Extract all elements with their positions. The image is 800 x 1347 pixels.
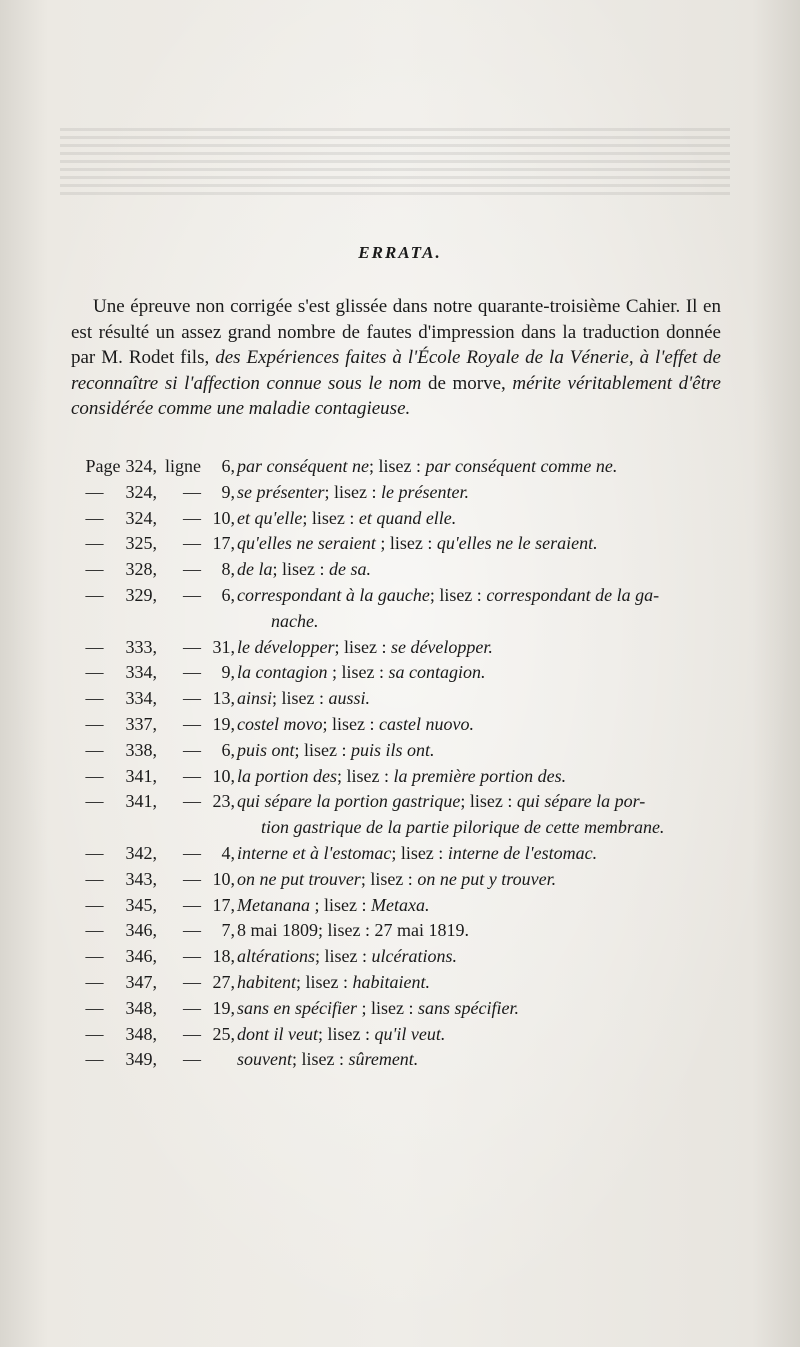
errata-page-number: 334, [125, 688, 157, 709]
errata-correction [235, 893, 429, 919]
errata-page-number: 342, [125, 842, 157, 863]
errata-wrong: qui sépare la portion gastrique [237, 791, 461, 812]
errata-page-number: 345, [125, 894, 157, 915]
errata-line-number: 18, [212, 946, 235, 967]
errata-line-label: — [183, 481, 201, 502]
errata-row [71, 1022, 731, 1048]
errata-lisez: ; lisez : [309, 894, 371, 915]
errata-continuation [71, 815, 731, 841]
intro-paragraph [71, 294, 721, 422]
errata-row [71, 557, 731, 583]
errata-page-prefix: — [85, 533, 104, 554]
errata-right: 27 mai 1819. [374, 920, 469, 941]
errata-correction [235, 531, 598, 557]
errata-line-label: — [183, 842, 201, 863]
errata-row [71, 583, 731, 609]
errata-line-label: — [183, 739, 201, 760]
errata-page-prefix: — [85, 791, 104, 812]
errata-row [71, 1047, 731, 1073]
errata-lisez: ; lisez : [294, 739, 352, 760]
errata-page [71, 867, 157, 893]
errata-page-number: 324, [125, 456, 157, 476]
errata-right: ulcérations. [371, 946, 458, 967]
errata-line-label: — [183, 533, 201, 554]
errata-page-prefix: — [85, 688, 104, 709]
errata-page-number: 328, [125, 559, 157, 580]
errata-row [71, 867, 731, 893]
errata-lisez: ; lisez : [317, 1023, 375, 1044]
errata-correction [235, 583, 659, 609]
errata-right: qui sépare la por- [516, 791, 646, 812]
errata-correction [235, 944, 457, 970]
errata-page-prefix: — [85, 765, 104, 786]
errata-correction [235, 712, 474, 738]
errata-line-number: 8, [221, 559, 235, 580]
errata-lisez: ; lisez : [375, 533, 437, 554]
errata-continuation-text: tion gastrique de la partie pilorique de cette membrane. [261, 817, 665, 838]
errata-page-number: 346, [125, 920, 157, 941]
errata-lisez: ; lisez : [324, 481, 381, 502]
errata-page-prefix: — [85, 739, 104, 760]
errata-wrong: se présenter [237, 481, 325, 502]
errata-wrong: habitent [237, 971, 296, 992]
errata-lisez: ; lisez : [368, 456, 426, 476]
errata-line-label: ligne [165, 456, 201, 476]
errata-lisez: ; lisez : [460, 791, 517, 812]
errata-row [71, 841, 731, 867]
errata-right: aussi. [328, 688, 371, 709]
errata-page-prefix: — [85, 894, 104, 915]
errata-row [71, 454, 731, 480]
errata-row [71, 531, 731, 557]
errata-wrong: le développer [237, 636, 335, 657]
errata-page-number: 337, [125, 713, 157, 734]
bleed-through-band [60, 128, 730, 198]
errata-page [71, 841, 157, 867]
errata-line-label: — [183, 1049, 201, 1070]
errata-right: Metaxa. [370, 894, 430, 915]
errata-page [71, 789, 157, 815]
errata-lisez: ; lisez : [315, 946, 372, 967]
errata-right: par conséquent comme ne. [425, 456, 618, 476]
errata-page-prefix: — [85, 481, 104, 502]
page-title: ERRATA. [358, 243, 442, 262]
errata-row [71, 712, 731, 738]
errata-page [71, 996, 157, 1022]
errata-wrong: souvent [237, 1049, 292, 1070]
errata-page-prefix: — [85, 971, 104, 992]
errata-right: on ne put y trouver. [417, 868, 557, 889]
errata-correction [235, 841, 597, 867]
intro-italic-b: mérite véritablement d'être considérée comme une maladie contagieuse. [71, 372, 721, 419]
errata-correction [235, 1047, 418, 1073]
errata-row [71, 686, 731, 712]
errata-wrong: la contagion [237, 662, 328, 683]
errata-line-label: — [183, 584, 201, 605]
errata-line-label: — [183, 1023, 201, 1044]
errata-lisez: ; lisez : [302, 507, 359, 528]
errata-wrong: Metanana [237, 894, 310, 915]
errata-wrong: la portion des [237, 765, 338, 786]
errata-page-prefix: — [85, 920, 104, 941]
errata-line-label: — [183, 868, 201, 889]
errata-line-label: — [183, 765, 201, 786]
errata-lisez: ; lisez : [318, 920, 375, 941]
errata-page [71, 738, 157, 764]
errata-lisez: ; lisez : [272, 559, 329, 580]
errata-line-number: 6, [221, 739, 235, 760]
errata-wrong: sans en spécifier [237, 997, 357, 1018]
errata-page-prefix: — [85, 584, 104, 605]
errata-line-label: — [183, 997, 201, 1018]
errata-page-number: 341, [125, 791, 157, 812]
intro-italic: des Expériences faites à l'École Royale de la Vénerie, à l'effet de reconnaître si l'affection connue sous le nom [71, 347, 721, 394]
errata-right: se développer. [390, 636, 493, 657]
errata-line-label: — [183, 507, 201, 528]
errata-wrong: altérations [237, 946, 316, 967]
errata-right: interne de l'estomac. [447, 842, 598, 863]
errata-row [71, 789, 731, 815]
errata-line-number: 10, [212, 868, 235, 889]
errata-lisez: ; lisez : [337, 765, 394, 786]
errata-wrong: on ne put trouver [237, 868, 361, 889]
errata-correction [235, 635, 493, 661]
errata-wrong: par conséquent ne [237, 456, 369, 476]
errata-continuation-text: nache. [271, 610, 319, 631]
errata-page [71, 918, 157, 944]
errata-page-prefix: — [85, 559, 104, 580]
errata-page [71, 506, 157, 532]
errata-page-prefix: — [85, 946, 104, 967]
errata-lisez: ; lisez : [334, 636, 391, 657]
errata-wrong: costel movo [237, 713, 323, 734]
errata-row [71, 944, 731, 970]
errata-right: et quand elle. [358, 507, 457, 528]
errata-page-prefix: — [85, 636, 104, 657]
errata-right: puis ils ont. [351, 739, 435, 760]
errata-line-label: — [183, 713, 201, 734]
errata-line-label: — [183, 636, 201, 657]
errata-correction [235, 454, 617, 480]
errata-line-number: 17, [212, 894, 235, 915]
errata-row [71, 996, 731, 1022]
errata-line-number: 10, [212, 765, 235, 786]
errata-page [71, 712, 157, 738]
errata-row [71, 738, 731, 764]
errata-correction [235, 686, 370, 712]
intro-text: Une épreuve non corrigée s'est glissée dans notre quarante-troisième Cahier. Il en est résulté un assez grand nombre de fautes d'impression dans la traduction donnée par M. Rodet fils, [71, 296, 721, 368]
errata-page-prefix: — [85, 1023, 104, 1044]
errata-line-number: 19, [212, 713, 235, 734]
errata-page-number: 343, [125, 868, 157, 889]
errata-correction [235, 996, 519, 1022]
errata-correction [235, 506, 456, 532]
errata-correction [235, 557, 371, 583]
errata-continuation [71, 609, 731, 635]
errata-page-number: 333, [125, 636, 157, 657]
errata-line-label: — [183, 920, 201, 941]
errata-correction [235, 867, 556, 893]
errata-right: qu'il veut. [374, 1023, 446, 1044]
errata-page [71, 970, 157, 996]
errata-wrong: puis ont [237, 739, 295, 760]
errata-right: qu'elles ne le seraient. [436, 533, 598, 554]
errata-page [71, 660, 157, 686]
errata-lisez: ; lisez : [327, 662, 389, 683]
errata-page-number: 346, [125, 946, 157, 967]
errata-page-prefix: — [85, 713, 104, 734]
errata-page [71, 531, 157, 557]
errata-row [71, 635, 731, 661]
errata-row [71, 506, 731, 532]
errata-row [71, 480, 731, 506]
errata-correction [235, 738, 435, 764]
errata-wrong: ainsi [237, 688, 273, 709]
errata-correction [235, 764, 566, 790]
errata-page [71, 583, 157, 609]
errata-line-label: — [183, 971, 201, 992]
errata-lisez: ; lisez : [322, 713, 379, 734]
errata-page-prefix: — [85, 662, 104, 683]
errata-line-number: 10, [212, 507, 235, 528]
errata-page-prefix: — [85, 842, 104, 863]
errata-wrong: dont il veut [237, 1023, 318, 1044]
errata-right: le présenter. [380, 481, 469, 502]
errata-right: la première portion des. [393, 765, 567, 786]
errata-line-label: — [183, 946, 201, 967]
errata-page-number: 347, [125, 971, 157, 992]
errata-line-number: 27, [212, 971, 235, 992]
errata-page [71, 557, 157, 583]
errata-page-prefix: — [85, 868, 104, 889]
errata-page-number: 338, [125, 739, 157, 760]
errata-line-label: — [183, 559, 201, 580]
errata-page-number: 324, [125, 507, 157, 528]
errata-list [71, 454, 731, 1073]
errata-page [71, 893, 157, 919]
errata-page-number: 349, [125, 1049, 157, 1070]
errata-page [71, 944, 157, 970]
errata-page-number: 348, [125, 997, 157, 1018]
errata-page [71, 1047, 157, 1073]
errata-line-label: — [183, 688, 201, 709]
errata-page-number: 341, [125, 765, 157, 786]
errata-wrong: de la [237, 559, 273, 580]
errata-row [71, 970, 731, 996]
errata-right: sûrement. [348, 1049, 419, 1070]
errata-right: sans spécifier. [417, 997, 519, 1018]
errata-correction [235, 918, 469, 944]
errata-correction [235, 789, 645, 815]
errata-page [71, 764, 157, 790]
errata-right: correspondant de la ga- [486, 584, 660, 605]
errata-page-prefix: — [85, 1049, 104, 1070]
errata-line-number: 23, [212, 791, 235, 812]
errata-page [71, 1022, 157, 1048]
errata-line-label: — [183, 662, 201, 683]
errata-line-label: — [183, 791, 201, 812]
errata-lisez: ; lisez : [429, 584, 487, 605]
errata-page-prefix: — [85, 997, 104, 1018]
errata-line-number: 9, [221, 662, 235, 683]
errata-line-number: 25, [212, 1023, 235, 1044]
errata-page-number: 334, [125, 662, 157, 683]
errata-page-number: 348, [125, 1023, 157, 1044]
errata-page [71, 686, 157, 712]
errata-lisez: ; lisez : [296, 971, 353, 992]
errata-wrong: qu'elles ne seraient [237, 533, 376, 554]
errata-lisez: ; lisez : [291, 1049, 349, 1070]
errata-lisez: ; lisez : [272, 688, 329, 709]
errata-row [71, 918, 731, 944]
errata-wrong: interne et à l'estomac [237, 842, 392, 863]
errata-line-number: 9, [221, 481, 235, 502]
errata-correction [235, 660, 486, 686]
errata-lisez: ; lisez : [391, 842, 448, 863]
errata-line-number: 6, [221, 456, 235, 476]
errata-row [71, 660, 731, 686]
errata-page-prefix: Page [85, 456, 121, 476]
errata-page-number: 324, [125, 481, 157, 502]
errata-right: de sa. [329, 559, 371, 580]
errata-page [71, 480, 157, 506]
intro-text-b: de morve, [421, 372, 513, 394]
errata-page-prefix: — [85, 507, 104, 528]
errata-page-number: 325, [125, 533, 157, 554]
errata-right: habitaient. [352, 971, 430, 992]
errata-correction [235, 970, 430, 996]
errata-line-number: 6, [221, 584, 235, 605]
errata-page-number: 329, [125, 584, 157, 605]
errata-page [71, 454, 157, 480]
errata-line-number: 4, [221, 842, 235, 863]
errata-page [71, 635, 157, 661]
errata-wrong: 8 mai 1809 [237, 920, 318, 941]
errata-correction [235, 1022, 445, 1048]
errata-line-number: 13, [212, 688, 235, 709]
errata-correction [235, 480, 469, 506]
errata-wrong: et qu'elle [237, 507, 303, 528]
errata-line-label: — [183, 894, 201, 915]
errata-line-number: 19, [212, 997, 235, 1018]
errata-line-number: 17, [212, 533, 235, 554]
errata-lisez: ; lisez : [356, 997, 418, 1018]
errata-row [71, 764, 731, 790]
errata-lisez: ; lisez : [360, 868, 418, 889]
errata-line-number: 7, [221, 920, 235, 941]
errata-wrong: correspondant à la gauche [237, 584, 430, 605]
errata-line-number: 31, [212, 636, 235, 657]
errata-right: sa contagion. [388, 662, 486, 683]
errata-row [71, 893, 731, 919]
errata-right: castel nuovo. [378, 713, 474, 734]
